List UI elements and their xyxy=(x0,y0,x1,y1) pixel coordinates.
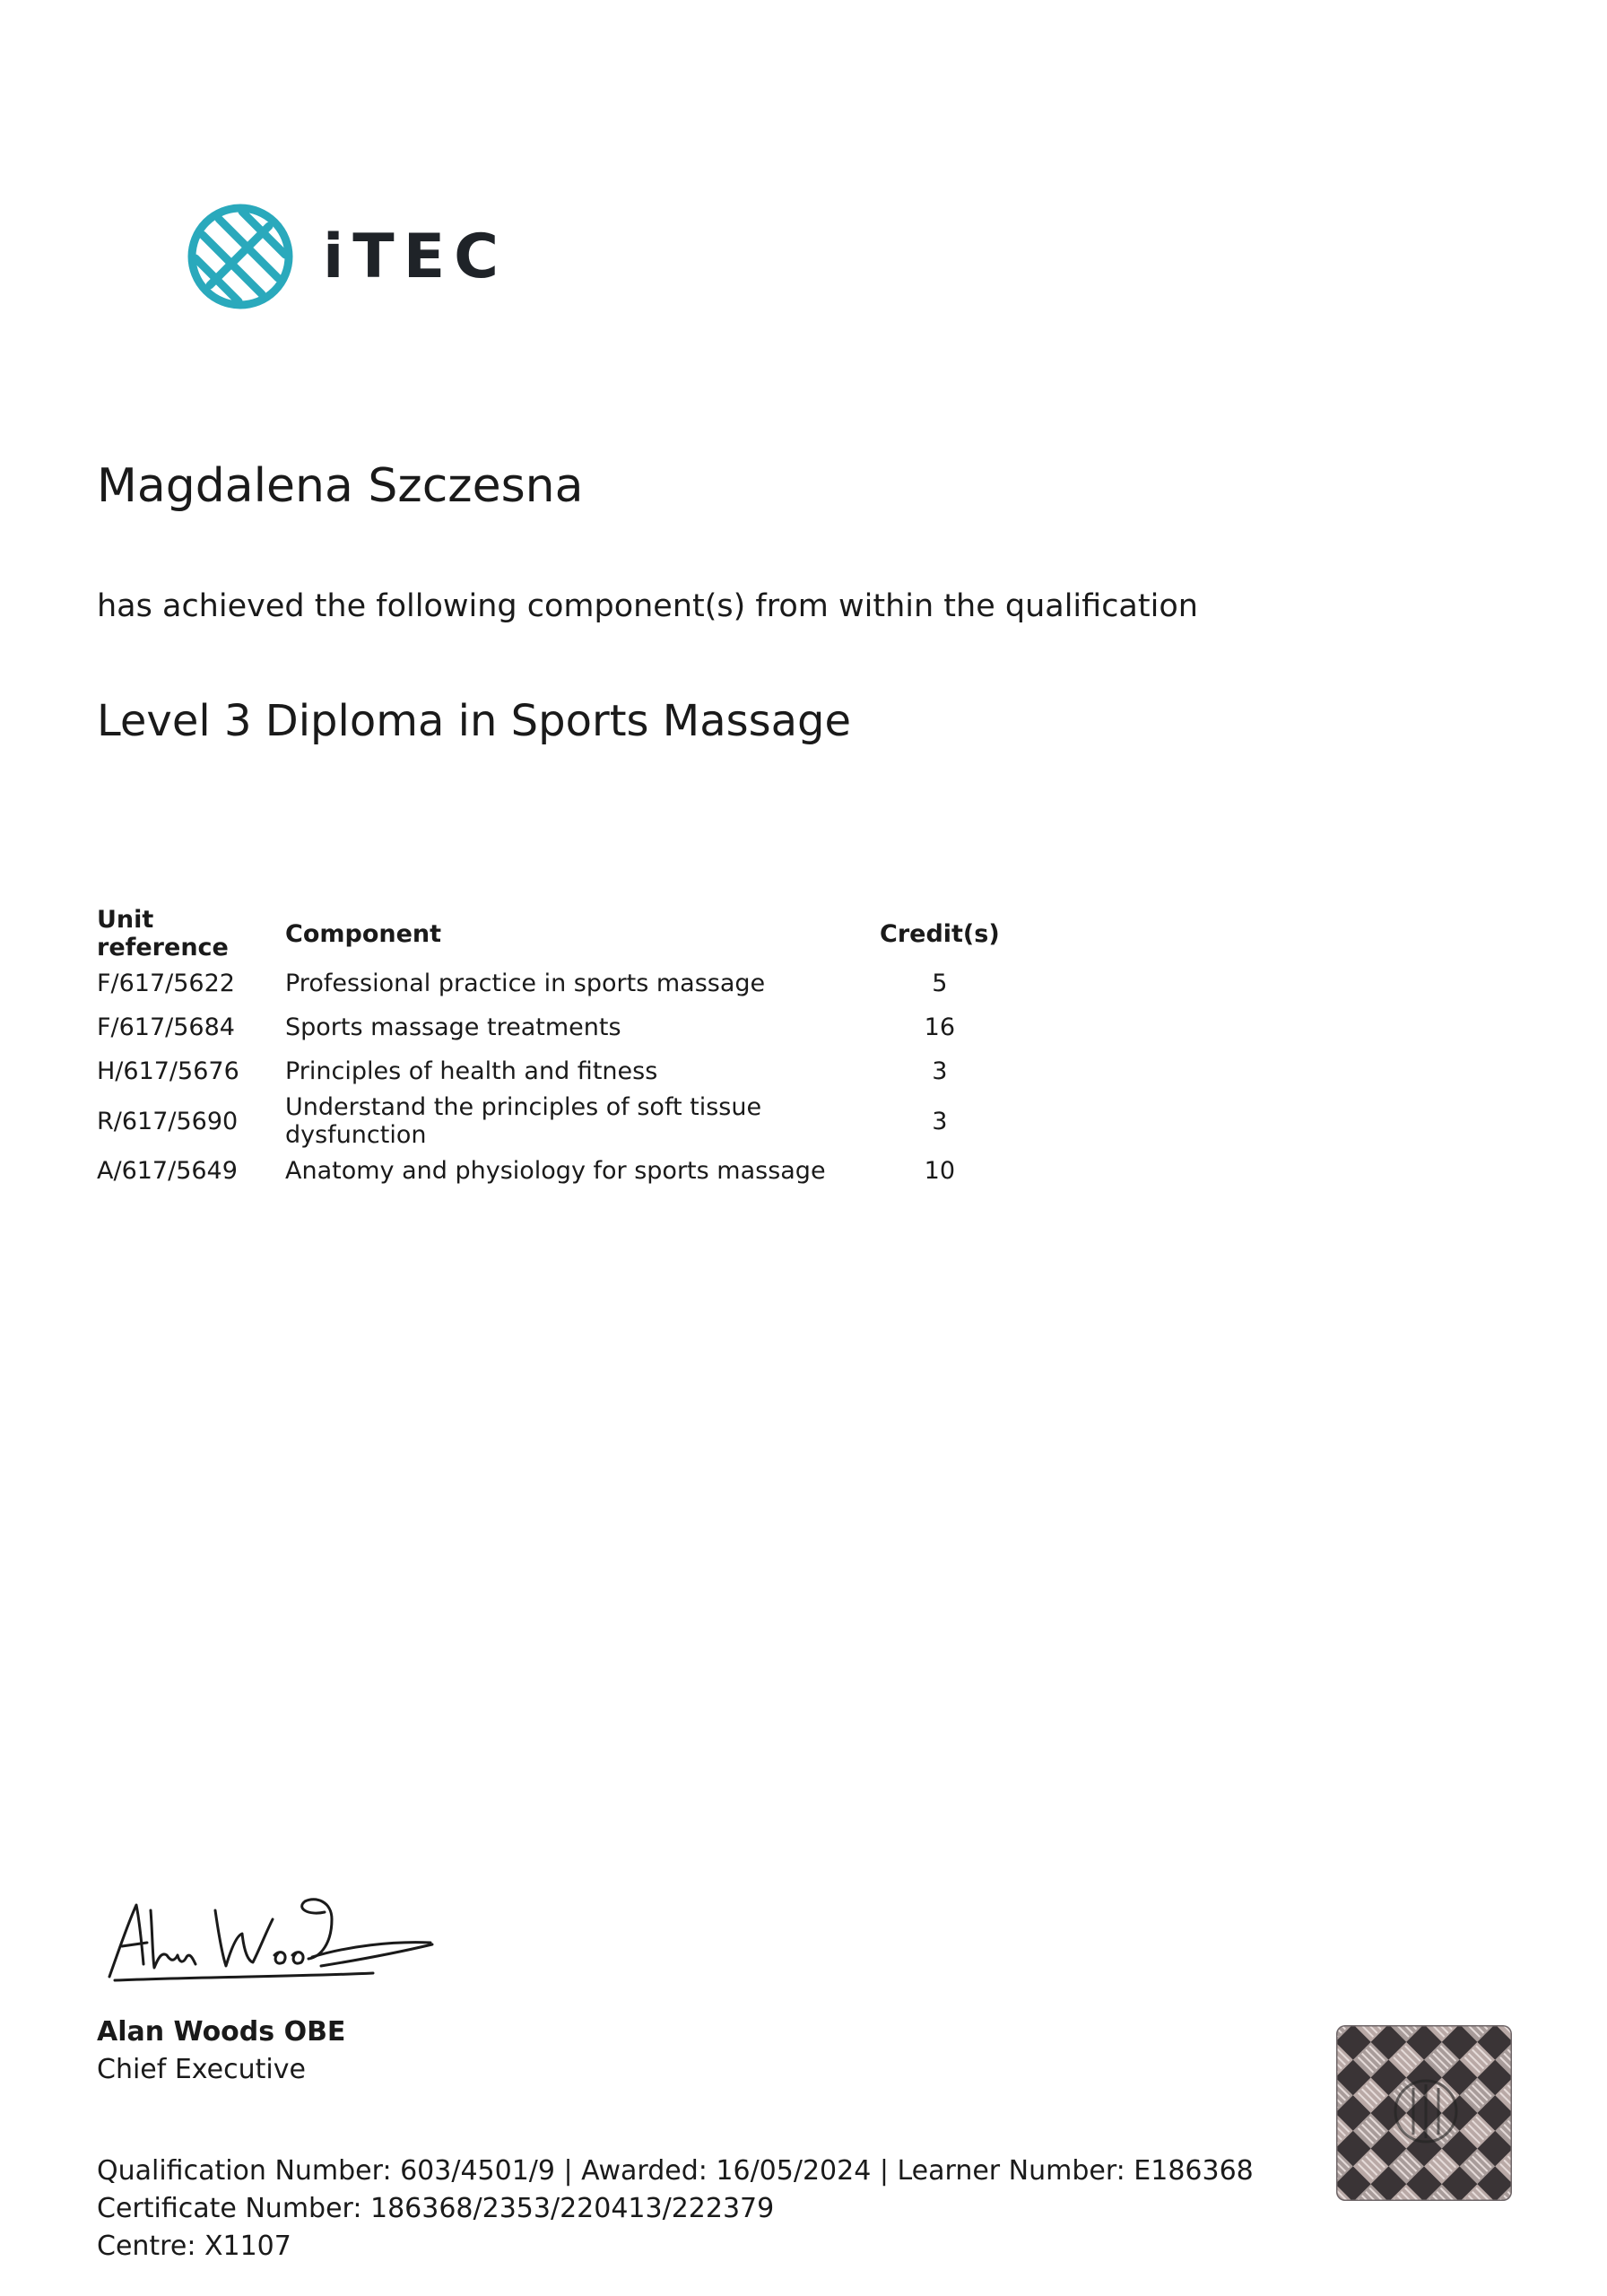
recipient-name: Magdalena Szczesna xyxy=(97,459,584,513)
itec-logo xyxy=(183,199,508,314)
unit-credits: 3 xyxy=(932,1107,948,1135)
globe-logo-icon xyxy=(183,199,298,314)
table-header-row xyxy=(97,906,1000,961)
signature-icon xyxy=(97,1880,438,1987)
qualification-title: Level 3 Diploma in Sports Massage xyxy=(97,696,852,746)
table-row xyxy=(97,1149,1000,1193)
unit-component: Understand the principles of soft tissue dysfunction xyxy=(285,1093,762,1149)
unit-credits: 5 xyxy=(932,970,948,997)
table-row xyxy=(97,1005,1000,1049)
header-unit-reference: Unit reference xyxy=(97,906,229,961)
table-row xyxy=(97,961,1000,1005)
unit-credits: 3 xyxy=(932,1057,948,1085)
unit-reference: A/617/5649 xyxy=(97,1157,238,1185)
header-credits: Credit(s) xyxy=(880,919,1000,948)
unit-component: Professional practice in sports massage xyxy=(285,970,766,997)
units-table xyxy=(97,906,1000,1193)
table-row xyxy=(97,1049,1000,1093)
centre-number: Centre: X1107 xyxy=(97,2231,291,2262)
qualification-details: Qualification Number: 603/4501/9 | Awarded: 16/05/2024 | Learner Number: E186368 xyxy=(97,2155,1254,2187)
header-component: Component xyxy=(285,919,442,948)
unit-credits: 10 xyxy=(924,1157,956,1185)
unit-reference: F/617/5622 xyxy=(97,970,235,997)
brand-name: iTEC xyxy=(323,221,508,292)
unit-reference: H/617/5676 xyxy=(97,1057,239,1085)
hologram-seal-icon xyxy=(1336,2025,1512,2201)
certificate-footer xyxy=(97,2152,1254,2266)
unit-component: Principles of health and fitness xyxy=(285,1057,658,1085)
achievement-statement: has achieved the following component(s) from within the qualification xyxy=(97,588,1198,624)
unit-credits: 16 xyxy=(924,1013,956,1041)
signatory-name: Alan Woods OBE xyxy=(97,2016,346,2048)
table-row xyxy=(97,1093,1000,1149)
unit-reference: F/617/5684 xyxy=(97,1013,235,1041)
unit-reference: R/617/5690 xyxy=(97,1107,239,1135)
signatory-title: Chief Executive xyxy=(97,2054,306,2085)
certificate-number: Certificate Number: 186368/2353/220413/222379 xyxy=(97,2193,775,2224)
unit-component: Anatomy and physiology for sports massage xyxy=(285,1157,826,1185)
unit-component: Sports massage treatments xyxy=(285,1013,621,1041)
